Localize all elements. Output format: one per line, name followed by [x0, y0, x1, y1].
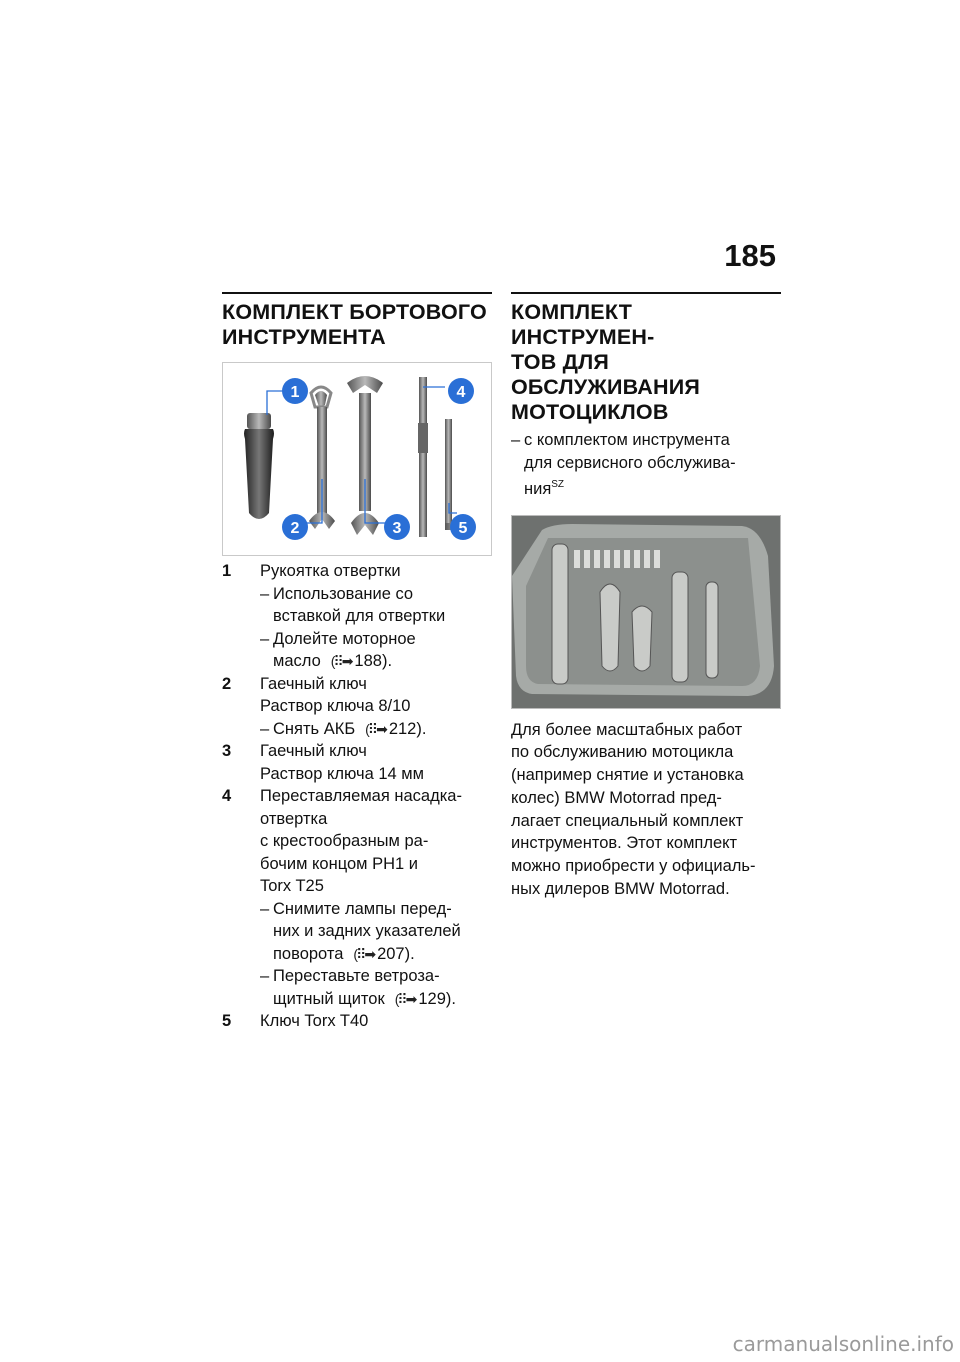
list-item: 1 Рукоятка отвертки – Использование со вставкой для отвертки – Долейте моторное масло (⠿➡ 188). — [222, 560, 492, 673]
tool-list — [222, 560, 492, 1033]
callout-4-label: 4 — [456, 384, 466, 401]
list-item: 2 Гаечный ключ Раствор ключа 8/10 – Снять АКБ (⠿➡ 212). — [222, 673, 492, 741]
heading-rule — [511, 292, 781, 294]
callout-3-label: 3 — [392, 520, 402, 537]
section-heading: КОМПЛЕКТ ИНСТРУМЕН- ТОВ ДЛЯ ОБСЛУЖИВАНИЯ МОТОЦИКЛОВ — [511, 300, 701, 424]
screwdriver-handle-illustration — [244, 413, 274, 519]
page-ref-link[interactable]: 188). — [354, 652, 393, 670]
page-ref-arrow-icon: (⠿➡ — [353, 945, 375, 962]
service-toolkit-photo — [511, 515, 781, 709]
page-ref-arrow-icon: (⠿➡ — [365, 720, 386, 737]
page-ref-link[interactable]: 129). — [418, 989, 456, 1008]
page-ref-link[interactable]: 207). — [377, 944, 415, 963]
list-item: 5 Ключ Torx T40 — [222, 1012, 369, 1030]
page-ref-arrow-icon: (⠿➡ — [330, 653, 352, 669]
page-number: 185 — [724, 238, 776, 273]
left-column — [222, 292, 492, 1033]
onboard-toolkit-figure — [222, 362, 492, 556]
watermark: carmanualsonline.info — [732, 1332, 954, 1356]
list-item: 3 Гаечный ключ Раствор ключа 14 мм — [222, 742, 424, 783]
heading-rule — [222, 292, 492, 294]
section-heading: КОМПЛЕКТ БОРТОВОГО ИНСТРУМЕНТА — [222, 300, 487, 349]
list-item: 4 Переставляемая насадка- отвертка с крестообразным ра- бочим концом PH1 и Torx T25 – Снимите лампы перед- них и задних указателей поворота (⠿➡ 207). – Переставьте ветроза- щитный щиток (⠿➡ 129). — [222, 785, 492, 1010]
callout-2-label: 2 — [290, 520, 300, 537]
callout-5-label: 5 — [458, 520, 468, 537]
right-column — [511, 292, 781, 901]
callout-1-label: 1 — [290, 384, 300, 401]
availability-note: – с комплектом инструмента для сервисного обслужива- ния$^{SZ}$ — [511, 431, 736, 498]
reversible-bit-illustration — [418, 377, 428, 537]
service-toolkit-description: Для более масштабных работ по обслуживанию мотоцикла (например снятие и установка колес) BMW Motorrad пред- лагает специальный комплект инструментов. Этот комплект можно приобрести у официаль- ных дилеров BMW Motorrad. — [511, 720, 756, 899]
page-ref-arrow-icon: (⠿➡ — [394, 990, 416, 1007]
page-ref-link[interactable]: 212). — [388, 719, 427, 738]
